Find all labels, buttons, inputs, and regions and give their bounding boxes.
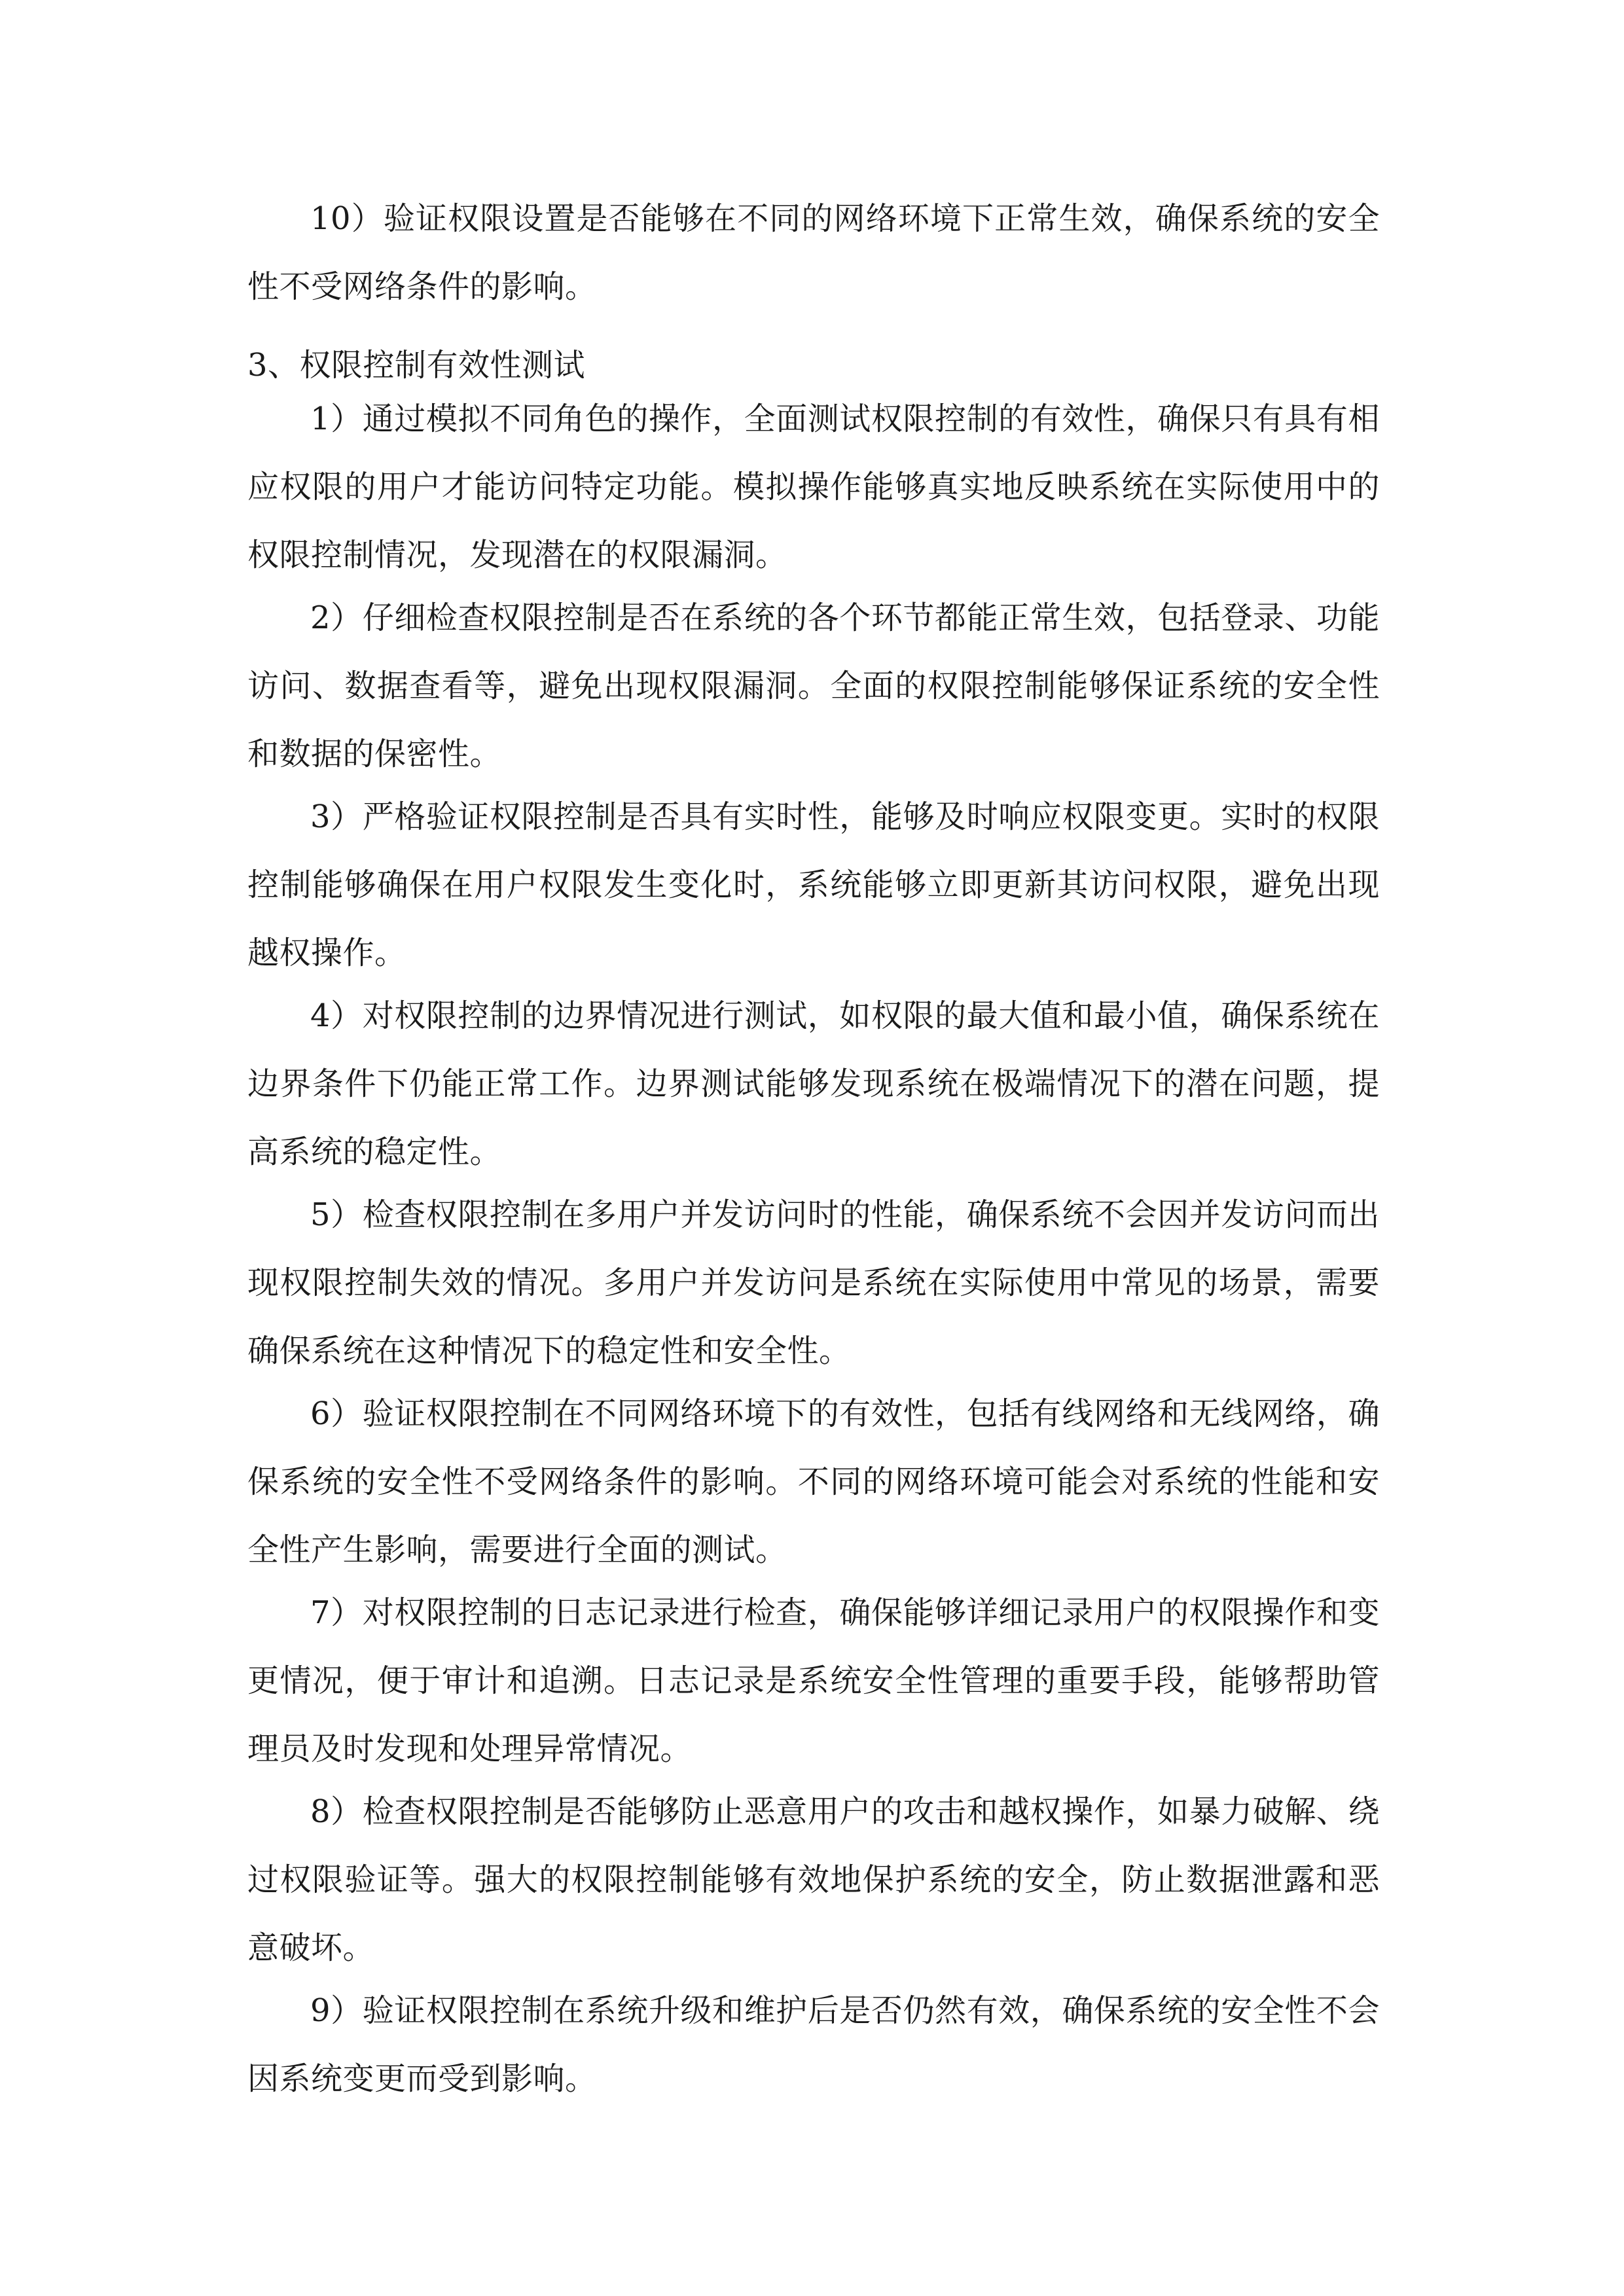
paragraph-item-9: 9）验证权限控制在系统升级和维护后是否仍然有效，确保系统的安全性不会因系统变更而受到影响。	[247, 1992, 1380, 2097]
paragraph-item-2: 2）仔细检查权限控制是否在系统的各个环节都能正常生效，包括登录、功能访问、数据查看等，避免出现权限漏洞。全面的权限控制能够保证系统的安全性和数据的保密性。	[247, 600, 1380, 772]
paragraph-item-4: 4）对权限控制的边界情况进行测试，如权限的最大值和最小值，确保系统在边界条件下仍能正常工作。边界测试能够发现系统在极端情况下的潜在问题，提高系统的稳定性。	[247, 997, 1380, 1170]
paragraph-item-3: 3）严格验证权限控制是否具有实时性，能够及时响应权限变更。实时的权限控制能够确保在用户权限发生变化时，系统能够立即更新其访问权限，避免出现越权操作。	[247, 798, 1380, 971]
paragraph-item-10-previous: 10）验证权限设置是否能够在不同的网络环境下正常生效，确保系统的安全性不受网络条件的影响。	[247, 200, 1380, 305]
paragraph-item-5: 5）检查权限控制在多用户并发访问时的性能，确保系统不会因并发访问而出现权限控制失效的情况。多用户并发访问是系统在实际使用中常见的场景，需要确保系统在这种情况下的稳定性和安全性。	[247, 1196, 1380, 1369]
paragraph-item-6: 6）验证权限控制在不同网络环境下的有效性，包括有线网络和无线网络，确保系统的安全性不受网络条件的影响。不同的网络环境可能会对系统的性能和安全性产生影响，需要进行全面的测试。	[247, 1395, 1380, 1568]
paragraph-item-8: 8）检查权限控制是否能够防止恶意用户的攻击和越权操作，如暴力破解、绕过权限验证等。强大的权限控制能够有效地保护系统的安全，防止数据泄露和恶意破坏。	[247, 1793, 1380, 1966]
paragraph-item-1: 1）通过模拟不同角色的操作，全面测试权限控制的有效性，确保只有具有相应权限的用户才能访问特定功能。模拟操作能够真实地反映系统在实际使用中的权限控制情况，发现潜在的权限漏洞。	[247, 401, 1380, 573]
paragraph-item-7: 7）对权限控制的日志记录进行检查，确保能够详细记录用户的权限操作和变更情况，便于审计和追溯。日志记录是系统安全性管理的重要手段，能够帮助管理员及时发现和处理异常情况。	[247, 1594, 1380, 1767]
section-heading: 3、权限控制有效性测试	[247, 347, 586, 384]
